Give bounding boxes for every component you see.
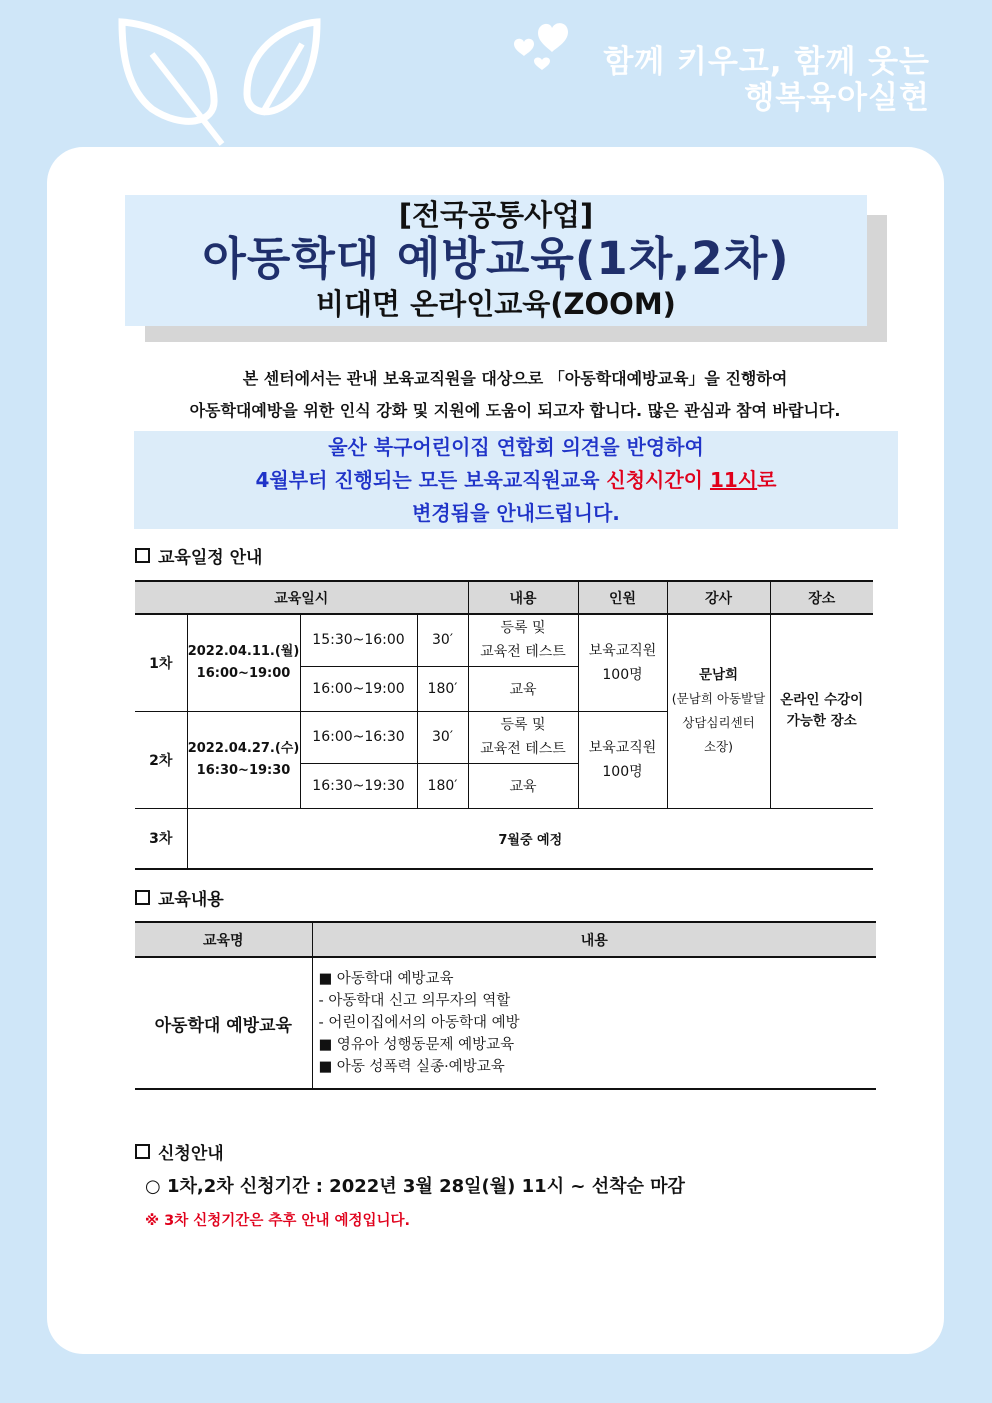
round1-label: 1차	[135, 614, 187, 711]
round2-date-text: 2022.04.27.(수)	[187, 740, 300, 756]
round1-slot1-content	[468, 614, 578, 666]
heart-icon	[510, 20, 580, 80]
instructor-cell	[667, 614, 770, 808]
apply-period: ○ 1차,2차 신청기간 : 2022년 3월 28일(월) 11시 ~ 선착순 마감	[145, 1176, 685, 1197]
notice-red-text: 신청시간이	[606, 468, 710, 492]
round1-slot2-duration: 180′	[417, 666, 468, 711]
intro-line1: 본 센터에서는 관내 보육교직원을 대상으로 「아동학대예방교육」을 진행하여	[242, 369, 788, 388]
notice-line2	[134, 464, 898, 497]
course-name: 아동학대 예방교육	[135, 957, 312, 1089]
round2-slot2-time: 16:30~19:30	[300, 763, 417, 808]
content-table	[135, 921, 876, 1090]
checkbox-icon	[135, 1144, 150, 1159]
round2-date	[187, 711, 300, 808]
section-content	[135, 885, 224, 910]
page-title: 아동학대 예방교육(1차,2차)	[202, 232, 790, 285]
round2-slot1-content	[468, 711, 578, 763]
checkbox-icon	[135, 548, 150, 563]
round1-time-text: 16:00~19:00	[196, 665, 291, 681]
slogan-line1: 함께 키우고, 함께 웃는	[603, 44, 930, 80]
round2-slot2-content: 교육	[468, 763, 578, 808]
notice-highlight	[606, 468, 776, 492]
round2-people-a: 보육교직원	[588, 739, 657, 756]
apply-note: ※ 3차 신청기간은 추후 안내 예정입니다.	[145, 1213, 411, 1229]
round3-label: 3차	[135, 808, 187, 869]
instructor-name: 문남희	[698, 667, 739, 684]
header-instructor: 강사	[667, 581, 770, 614]
round1-slot1-content-a: 등록 및	[500, 620, 546, 637]
notice-line3: 변경됨을 안내드립니다.	[412, 501, 620, 525]
header-datetime: 교육일시	[135, 581, 468, 614]
section-apply	[135, 1139, 224, 1164]
round2-label: 2차	[135, 711, 187, 808]
header-course-content: 내용	[312, 922, 876, 957]
instructor-line3: 상담심리센터	[682, 715, 755, 731]
list-item: ■ 아동 성폭력 실종·예방교육	[318, 1059, 505, 1075]
round2-slot1-duration: 30′	[417, 711, 468, 763]
place-line2: 가능한 장소	[786, 713, 857, 730]
round1-slot1-content-b: 교육전 테스트	[480, 644, 566, 661]
list-item: - 어린이집에서의 아동학대 예방	[318, 1015, 520, 1031]
list-item: ■ 영유아 성행동문제 예방교육	[318, 1037, 515, 1053]
title-category: [전국공통사업]	[398, 198, 594, 232]
round2-slot2-duration: 180′	[417, 763, 468, 808]
notice-red-post: 로	[757, 468, 777, 492]
header-place: 장소	[770, 581, 873, 614]
round1-slot1-duration: 30′	[417, 614, 468, 666]
table-row	[135, 957, 876, 1089]
header-people: 인원	[578, 581, 667, 614]
slogan-line2: 행복육아실현	[744, 80, 930, 116]
round2-people-b: 100명	[602, 763, 643, 780]
header-content: 내용	[468, 581, 578, 614]
section-content-title: 교육내용	[158, 890, 224, 910]
round1-slot2-content: 교육	[468, 666, 578, 711]
round3-note: 7월중 예정	[187, 808, 873, 869]
table-row	[135, 614, 873, 666]
round2-slot1-content-b: 교육전 테스트	[480, 741, 566, 757]
place-line1: 온라인 수강이	[780, 692, 864, 709]
slogan	[603, 44, 930, 116]
notice-line1: 울산 북구어린이집 연합회 의견을 반영하여	[328, 435, 704, 459]
checkbox-icon	[135, 890, 150, 905]
round1-date	[187, 614, 300, 711]
table-header-row	[135, 581, 873, 614]
section-apply-title: 신청안내	[158, 1144, 224, 1164]
list-item: - 아동학대 신고 의무자의 역할	[318, 993, 511, 1009]
round1-slot2-time: 16:00~19:00	[300, 666, 417, 711]
notice-line2-text: 4월부터 진행되는 모든 보육교직원교육	[255, 468, 607, 492]
leaf-icon	[112, 14, 342, 149]
place-cell	[770, 614, 873, 808]
round1-slot1-time: 15:30~16:00	[300, 614, 417, 666]
course-items	[312, 957, 876, 1089]
title-box	[125, 195, 867, 326]
round2-slot1-time: 16:00~16:30	[300, 711, 417, 763]
instructor-line2: (문남희 아동발달	[671, 691, 766, 707]
intro-line2: 아동학대예방을 위한 인식 강화 및 지원에 도움이 되고자 합니다. 많은 관심과 참여 바랍니다.	[189, 401, 841, 420]
round2-time-text: 16:30~19:30	[196, 762, 291, 778]
table-row	[135, 808, 873, 869]
list-item: ■ 아동학대 예방교육	[318, 971, 454, 987]
instructor-line4: 소장)	[703, 739, 734, 755]
round1-date-text: 2022.04.11.(월)	[187, 643, 300, 659]
schedule-table	[135, 580, 873, 870]
table-header-row	[135, 922, 876, 957]
notice-time: 11시	[709, 468, 758, 492]
header-course-name: 교육명	[135, 922, 312, 957]
section-schedule	[135, 543, 262, 568]
round2-slot1-content-a: 등록 및	[500, 717, 546, 733]
round2-people	[578, 711, 667, 808]
round1-people-a: 보육교직원	[588, 642, 657, 659]
notice-box	[134, 431, 898, 529]
round1-people-b: 100명	[602, 666, 643, 683]
round1-people	[578, 614, 667, 711]
section-schedule-title: 교육일정 안내	[158, 548, 263, 568]
title-subtitle: 비대면 온라인교육(ZOOM)	[316, 287, 676, 321]
